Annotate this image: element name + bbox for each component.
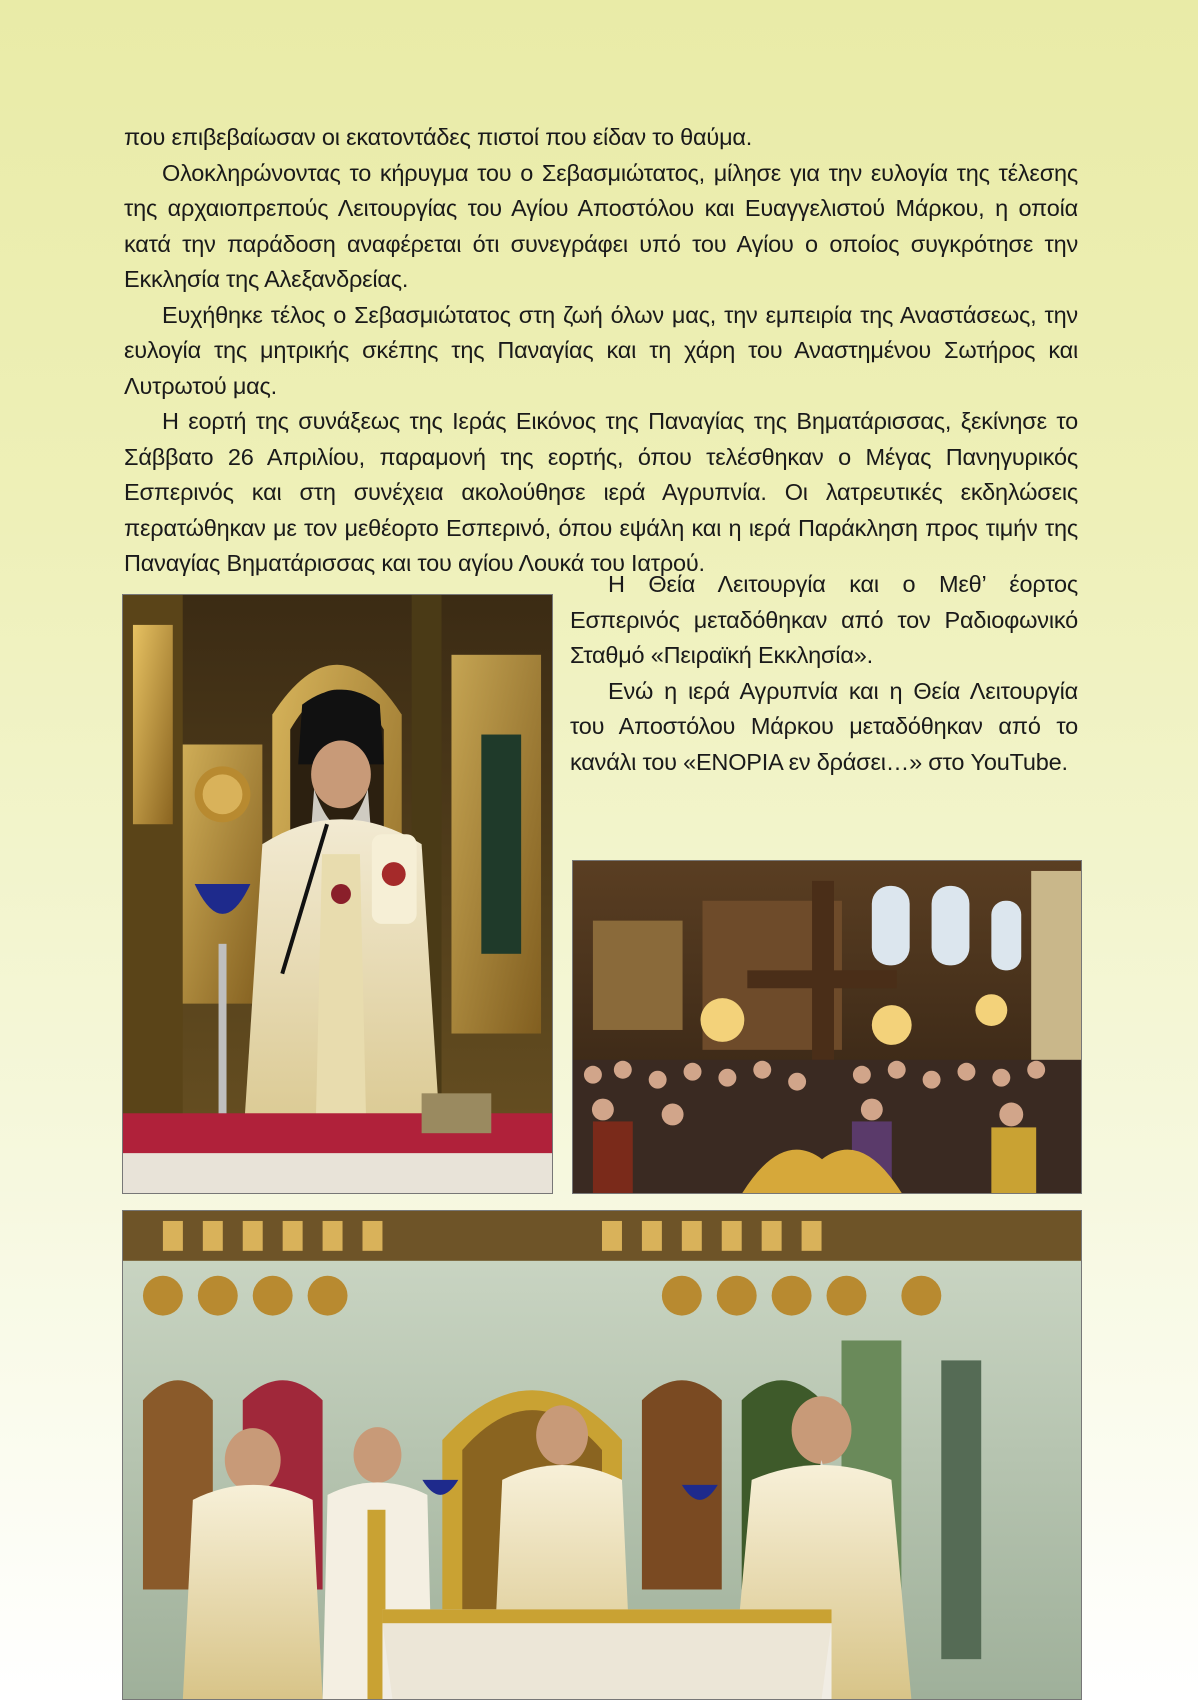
paragraph-3: Ευχήθηκε τέλος ο Σεβασμιώτατος στη ζωή όλων μας, την εμπειρία της Αναστάσεως, την ευλογία της μητρικής σκέπης της Παναγίας και τη χάρη του Αναστημένου Σωτήρος και Λυτρωτού μας. <box>124 301 1078 399</box>
article-body <box>124 120 1078 582</box>
paragraph-5: Η Θεία Λειτουργία και ο Μεθ’ έορτος Εσπερινός μεταδόθηκαν από τον Ραδιοφωνικό Σταθμό «Πειραϊκή Εκκλησία». <box>570 571 1078 668</box>
photo-congregation-cross-image <box>573 861 1081 1193</box>
paragraph-2: Ολοκληρώνοντας το κήρυγμα του ο Σεβασμιώτατος, μίλησε για την ευλογία της τέλεσης της αρχαιοπρεπούς Λειτουργίας του Αγίου Αποστόλου και Ευαγγελιστού Μάρκου, η οποία κατά την παράδοση αναφέρεται ότι συνεγράφει υπό του Αγίου ο οποίος συγκρότησε την Εκκλησία της Αλεξανδρείας. <box>124 159 1078 292</box>
paragraph-6: Ενώ η ιερά Αγρυπνία και η Θεία Λειτουργία του Αποστόλου Μάρκου μεταδόθηκαν από το κανάλι του «ΕΝΟΡΙΑ εν δράσει…» στο YouTube. <box>570 677 1078 775</box>
photo-clergy-altar-image <box>123 1211 1081 1699</box>
article-side-column <box>570 567 1078 780</box>
photo-congregation-cross <box>572 860 1082 1194</box>
photo-bishop-preaching-image <box>123 595 552 1193</box>
photo-bishop-preaching <box>122 594 553 1194</box>
photo-clergy-altar <box>122 1210 1082 1700</box>
paragraph-1: που επιβεβαίωσαν οι εκατοντάδες πιστοί που είδαν το θαύμα. <box>124 124 753 150</box>
paragraph-4: Η εορτή της συνάξεως της Ιεράς Εικόνος της Παναγίας της Βηματάρισσας, ξεκίνησε το Σάββατο 26 Απριλίου, παραμονή της εορτής, όπου τελέσθηκαν ο Μέγας Πανηγυρικός Εσπερινός και στη συνέχεια ακολούθησε ιερά Αγρυπνία. Οι λατρευτικές εκδηλώσεις περατώθηκαν με τον μεθέορτο Εσπερινό, όπου εψάλη και η ιερά Παράκληση προς τιμήν της Παναγίας Βηματάρισσας και του αγίου Λουκά του Ιατρού. <box>124 408 1078 576</box>
